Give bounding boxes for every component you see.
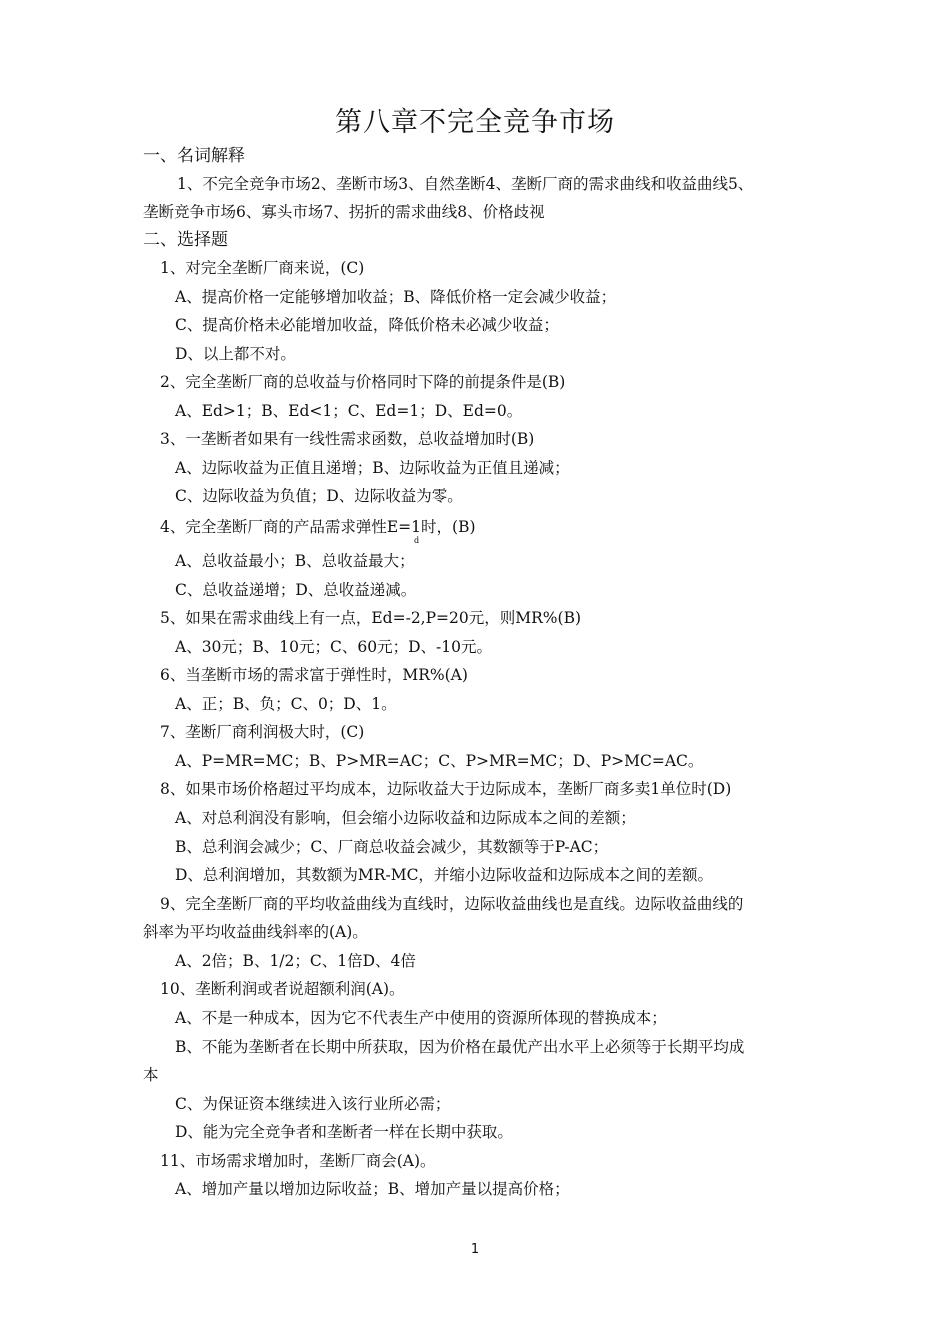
option-line: D、总利润增加，其数额为MR-MC，并缩小边际收益和边际成本之间的差额。 (175, 866, 713, 884)
option-line: C、边际收益为负值；D、边际收益为零。 (175, 487, 463, 505)
option-line: A、30元；B、10元；C、60元；D、-10元。 (175, 638, 493, 656)
question-line: 9、完全垄断厂商的平均收益曲线为直线时，边际收益曲线也是直线。边际收益曲线的 (160, 895, 744, 913)
question-line: 斜率为平均收益曲线斜率的(A)。 (143, 923, 368, 941)
option-line: C、为保证资本继续进入该行业所必需； (175, 1095, 451, 1113)
option-line: A、对总利润没有影响，但会缩小边际收益和边际成本之间的差额； (175, 809, 636, 827)
option-line: A、2倍；B、1/2；C、1倍D、4倍 (175, 952, 416, 970)
option-line: A、P=MR=MC；B、P>MR=AC；C、P>MR=MC；D、P>MC=AC。 (175, 752, 704, 770)
question-line: 11、市场需求增加时，垄断厂商会(A)。 (160, 1152, 436, 1170)
question-line: 5、如果在需求曲线上有一点，Ed=-2,P=20元，则MR%(B) (160, 609, 582, 627)
question-line: 8、如果市场价格超过平均成本，边际收益大于边际成本，垄断厂商多卖1单位时(D) (160, 780, 732, 798)
question-line: 3、一垄断者如果有一线性需求函数，总收益增加时(B) (160, 430, 535, 448)
question-line: 7、垄断厂商利润极大时，(C) (160, 723, 365, 741)
text-line: 1、不完全竞争市场2、垄断市场3、自然垄断4、垄断厂商的需求曲线和收益曲线5、 (177, 175, 754, 193)
option-line: D、能为完全竞争者和垄断者一样在长期中获取。 (175, 1123, 513, 1141)
page-number: 1 (470, 1242, 480, 1257)
option-line: 本 (143, 1066, 159, 1084)
page-title: 第八章不完全竞争市场 (335, 107, 615, 138)
question-line: 1、对完全垄断厂商来说，(C) (160, 259, 365, 277)
question-line: 4、完全垄断厂商的产品需求弹性E=1时，(B) (160, 518, 476, 536)
question-line: 10、垄断利润或者说超额利润(A)。 (160, 980, 405, 998)
option-line: A、提高价格一定能够增加收益；B、降低价格一定会减少收益； (175, 288, 617, 306)
option-line: B、总利润会减少；C、厂商总收益会减少，其数额等于P-AC； (175, 838, 609, 856)
question-line: 6、当垄断市场的需求富于弹性时，MR%(A) (160, 666, 468, 684)
section-heading-choice: 二、选择题 (143, 230, 228, 250)
option-line: C、总收益递增；D、总收益递减。 (175, 581, 417, 599)
option-line: A、边际收益为正值且递增；B、边际收益为正值且递减； (175, 459, 570, 477)
option-line: A、不是一种成本，因为它不代表生产中使用的资源所体现的替换成本； (175, 1009, 667, 1027)
option-line: D、以上都不对。 (175, 345, 296, 363)
option-line: A、Ed>1；B、Ed<1；C、Ed=1；D、Ed=0。 (175, 402, 523, 420)
question-line: 2、完全垄断厂商的总收益与价格同时下降的前提条件是(B) (160, 373, 566, 391)
section-heading-terms: 一、名词解释 (143, 146, 245, 166)
option-line: B、不能为垄断者在长期中所获取，因为价格在最优产出水平上必须等于长期平均成 (175, 1038, 745, 1056)
option-line: A、增加产量以增加边际收益；B、增加产量以提高价格； (175, 1180, 570, 1198)
option-line: A、总收益最小；B、总收益最大； (175, 552, 415, 570)
option-line: C、提高价格未必能增加收益，降低价格未必减少收益； (175, 316, 559, 334)
text-line: 垄断竞争市场6、寡头市场7、拐折的需求曲线8、价格歧视 (143, 203, 545, 221)
subscript-d: d (414, 536, 420, 545)
option-line: A、正；B、负；C、0；D、1。 (175, 695, 397, 713)
